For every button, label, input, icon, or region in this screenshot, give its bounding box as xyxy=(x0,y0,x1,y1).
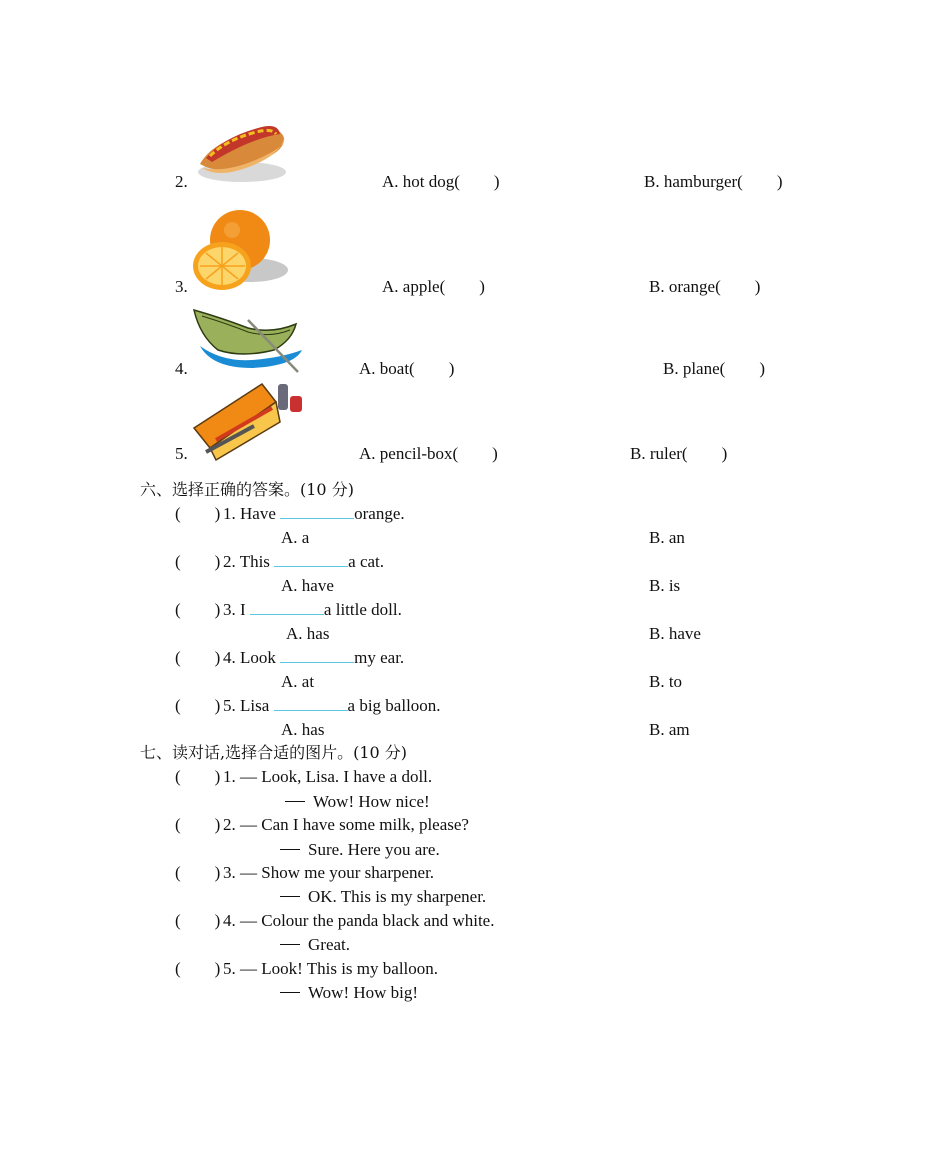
s6-q1-paren[interactable]: ( ) xyxy=(175,504,221,523)
s6-q1-pre: 1. Have xyxy=(223,504,281,523)
section-7-title: 七、读对话,选择合适的图片。(10 分) xyxy=(140,743,408,762)
q4-number: 4. xyxy=(175,359,188,378)
s6-q2-pre: 2. This xyxy=(223,552,275,571)
s7-q3-dash xyxy=(280,896,300,897)
q5-option-b[interactable]: B. ruler( ) xyxy=(630,444,728,463)
s6-q4-option-b: B. to xyxy=(649,672,683,691)
s6-q2-post: a cat. xyxy=(348,552,385,571)
s6-q4-blank xyxy=(280,648,354,663)
s7-q3-paren[interactable]: ( ) xyxy=(175,863,221,882)
s6-q5-paren[interactable]: ( ) xyxy=(175,696,221,715)
q3-option-b[interactable]: B. orange( ) xyxy=(649,277,761,296)
s7-q3-reply xyxy=(280,887,486,907)
orange-icon xyxy=(192,208,292,296)
q3-option-a[interactable]: A. apple( ) xyxy=(382,277,485,296)
s6-q2-option-b: B. is xyxy=(649,576,681,595)
s7-q4-reply xyxy=(280,935,350,955)
s7-q1-line1: 1. — Look, Lisa. I have a doll. xyxy=(223,767,433,786)
s6-q1-option-a: A. a xyxy=(281,528,310,547)
s7-q4-dash xyxy=(280,944,300,945)
s6-q4-option-a: A. at xyxy=(281,672,315,691)
q3-number: 3. xyxy=(175,277,188,296)
s7-q5-paren[interactable]: ( ) xyxy=(175,959,221,978)
s7-q1-reply xyxy=(285,792,430,812)
s6-q3-option-b: B. have xyxy=(649,624,701,643)
boat-icon xyxy=(192,306,308,378)
s6-q3-stem xyxy=(223,600,402,620)
s6-q5-option-b: B. am xyxy=(649,720,690,739)
s7-q2-line1: 2. — Can I have some milk, please? xyxy=(223,815,469,834)
s7-q5-line2: Wow! How big! xyxy=(308,983,419,1002)
s6-q2-paren[interactable]: ( ) xyxy=(175,552,221,571)
s7-q2-line2: Sure. Here you are. xyxy=(308,840,440,859)
s7-q1-dash xyxy=(285,801,305,802)
s6-q2-blank xyxy=(274,552,348,567)
s6-q2-option-a: A. have xyxy=(281,576,334,595)
s7-q3-line2: OK. This is my sharpener. xyxy=(308,887,487,906)
s7-q5-reply xyxy=(280,983,418,1003)
q4-option-a[interactable]: A. boat( ) xyxy=(359,359,455,378)
s6-q5-option-a: A. has xyxy=(281,720,325,739)
s7-q2-reply xyxy=(280,840,440,860)
s7-q4-line1: 4. — Colour the panda black and white. xyxy=(223,911,495,930)
s7-q5-line1: 5. — Look! This is my balloon. xyxy=(223,959,439,978)
s6-q3-post: a little doll. xyxy=(323,600,402,619)
s6-q1-option-b: B. an xyxy=(649,528,685,547)
s6-q3-pre: 3. I xyxy=(223,600,250,619)
s6-q4-post: my ear. xyxy=(354,648,405,667)
q4-option-b[interactable]: B. plane( ) xyxy=(663,359,765,378)
s6-q3-option-a: A. has xyxy=(286,624,330,643)
s7-q2-paren[interactable]: ( ) xyxy=(175,815,221,834)
s6-q4-stem xyxy=(223,648,404,668)
s6-q5-stem xyxy=(223,696,441,716)
s6-q4-paren[interactable]: ( ) xyxy=(175,648,221,667)
s7-q5-dash xyxy=(280,992,300,993)
s6-q5-pre: 5. Lisa xyxy=(223,696,274,715)
s6-q1-post: orange. xyxy=(354,504,405,523)
q2-number: 2. xyxy=(175,172,188,191)
s6-q1-blank xyxy=(280,504,354,519)
s6-q5-blank xyxy=(274,696,348,711)
q5-option-a[interactable]: A. pencil-box( ) xyxy=(359,444,498,463)
q5-number: 5. xyxy=(175,444,188,463)
s6-q1-stem xyxy=(223,504,405,524)
s6-q5-post: a big balloon. xyxy=(347,696,441,715)
q2-option-a[interactable]: A. hot dog( ) xyxy=(382,172,500,191)
s7-q1-line2: Wow! How nice! xyxy=(313,792,430,811)
s7-q2-dash xyxy=(280,849,300,850)
section-6-title: 六、选择正确的答案。(10 分) xyxy=(140,480,354,499)
hot-dog-icon xyxy=(192,112,290,188)
pencil-box-icon xyxy=(192,378,306,462)
s6-q3-blank xyxy=(250,600,324,615)
s7-q4-line2: Great. xyxy=(308,935,351,954)
s7-q3-line1: 3. — Show me your sharpener. xyxy=(223,863,435,882)
s6-q2-stem xyxy=(223,552,384,572)
s6-q3-paren[interactable]: ( ) xyxy=(175,600,221,619)
s7-q1-paren[interactable]: ( ) xyxy=(175,767,221,786)
s7-q4-paren[interactable]: ( ) xyxy=(175,911,221,930)
s6-q4-pre: 4. Look xyxy=(223,648,281,667)
q2-option-b[interactable]: B. hamburger( ) xyxy=(644,172,783,191)
